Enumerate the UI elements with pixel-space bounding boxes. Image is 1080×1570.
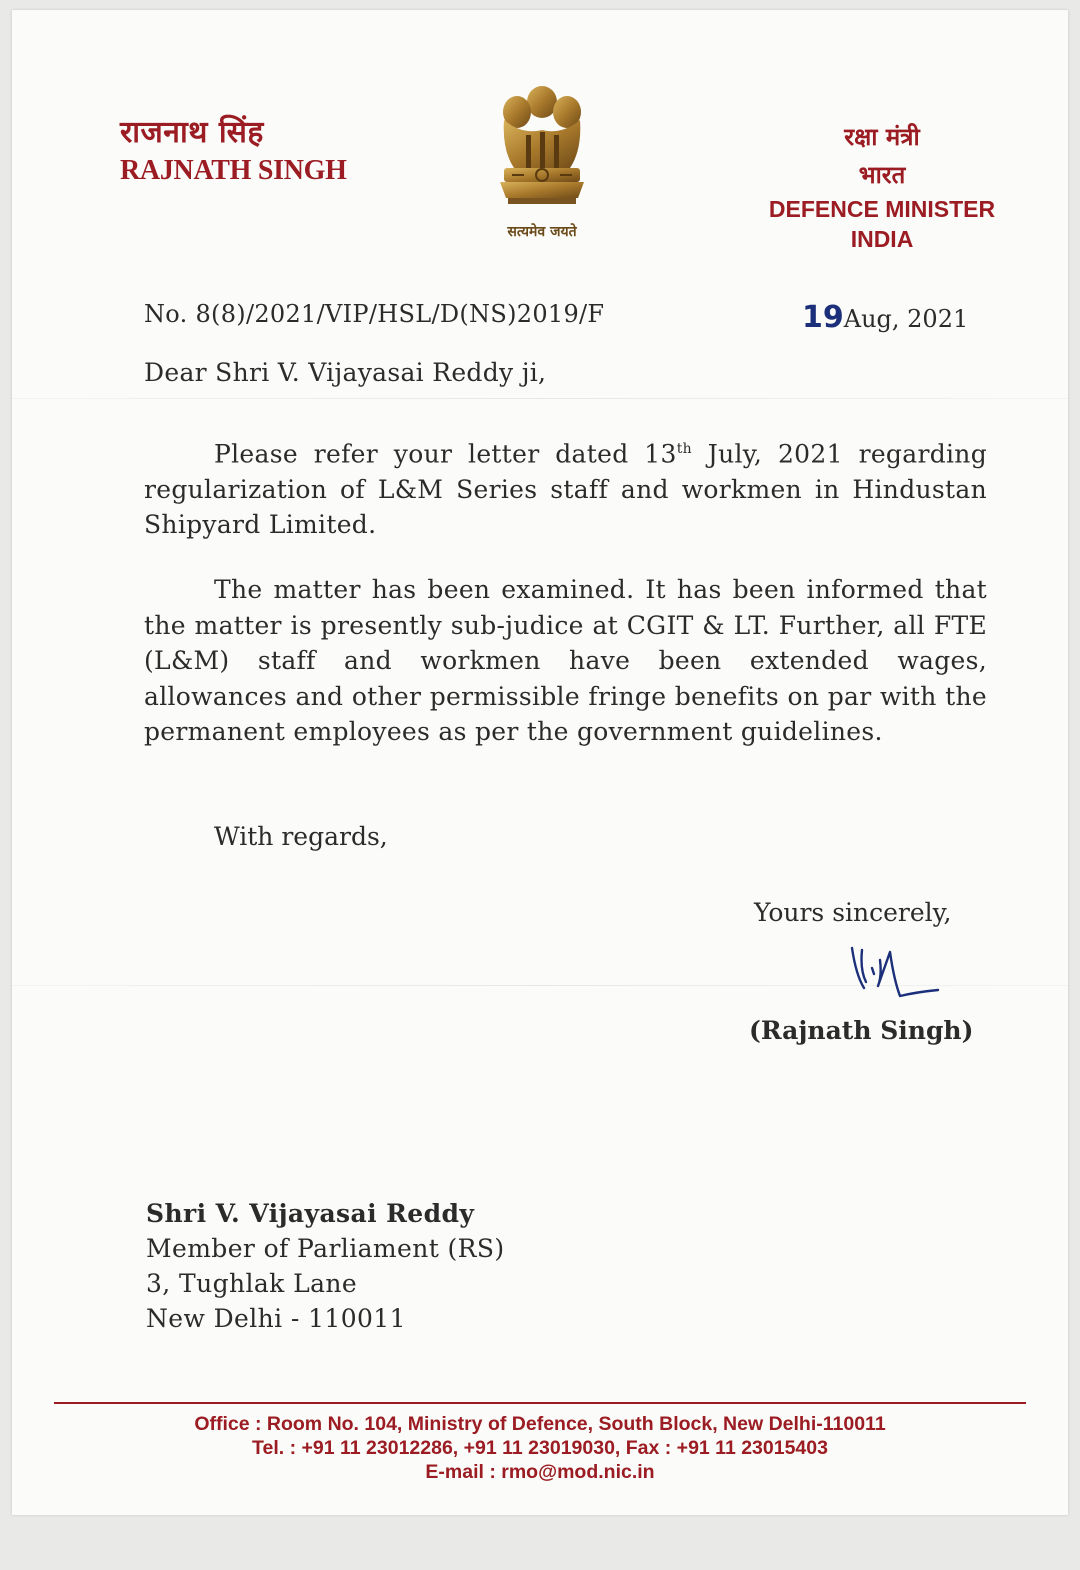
paragraph-1-end: July, 2021 regarding regularization of L&M Series staff and workmen in Hindustan Shipyard Limited. <box>144 439 987 540</box>
name-english: RAJNATH SINGH <box>120 155 347 186</box>
paragraph-1-start: Please refer your letter dated 13 <box>214 439 677 469</box>
date-month-year: Aug, 2021 <box>843 305 969 333</box>
ordinal-suffix: th <box>676 441 692 457</box>
regards: With regards, <box>214 822 388 851</box>
footer-phone: Tel. : +91 11 23012286, +91 11 23019030, Fax : +91 11 23015403 <box>252 1437 828 1459</box>
title-hindi: रक्षा मंत्री <box>844 123 920 151</box>
recipient-address-line1: 3, Tughlak Lane <box>146 1269 358 1298</box>
signature <box>842 930 952 1010</box>
paragraph-1 <box>144 432 987 543</box>
footer-office: Office : Room No. 104, Ministry of Defence, South Block, New Delhi-110011 <box>194 1413 886 1435</box>
recipient-address-line2: New Delhi - 110011 <box>146 1304 406 1333</box>
country-english: INDIA <box>850 226 914 252</box>
state-emblem <box>482 80 602 241</box>
recipient-designation: Member of Parliament (RS) <box>146 1234 505 1263</box>
country-hindi: भारत <box>858 161 906 189</box>
recipient-name: Shri V. Vijayasai Reddy <box>146 1199 475 1228</box>
name-hindi: राजनाथ सिंह <box>120 115 264 150</box>
handwritten-day: 19 <box>802 300 844 335</box>
title-english: DEFENCE MINISTER <box>768 196 996 222</box>
letterhead-left <box>120 110 347 187</box>
emblem-motto: सत्यमेव जयते <box>507 224 577 240</box>
footer-rule <box>54 1402 1026 1404</box>
closing: Yours sincerely, <box>754 898 952 927</box>
letterhead-right <box>752 118 1012 254</box>
recipient-address <box>146 1196 505 1336</box>
signatory-name: (Rajnath Singh) <box>749 1016 974 1045</box>
letter-page <box>12 10 1068 1515</box>
paragraph-2 <box>144 572 987 750</box>
paper-fold-line <box>12 398 1068 399</box>
salutation: Dear Shri V. Vijayasai Reddy ji, <box>144 358 547 387</box>
lion-capital-icon <box>482 80 602 220</box>
paragraph-2-text: The matter has been examined. It has been informed that the matter is presently sub-judice at CGIT & LT. Further, all FTE (L&M) staff and workmen have been extended wages, allowances and other permissible fringe benefits on par with the permanent employees as per the government guidelines. <box>144 575 987 746</box>
footer <box>12 1412 1068 1484</box>
footer-email: E-mail : rmo@mod.nic.in <box>425 1461 655 1483</box>
reference-number: No. 8(8)/2021/VIP/HSL/D(NS)2019/F <box>144 300 605 328</box>
letter-date <box>802 300 968 335</box>
